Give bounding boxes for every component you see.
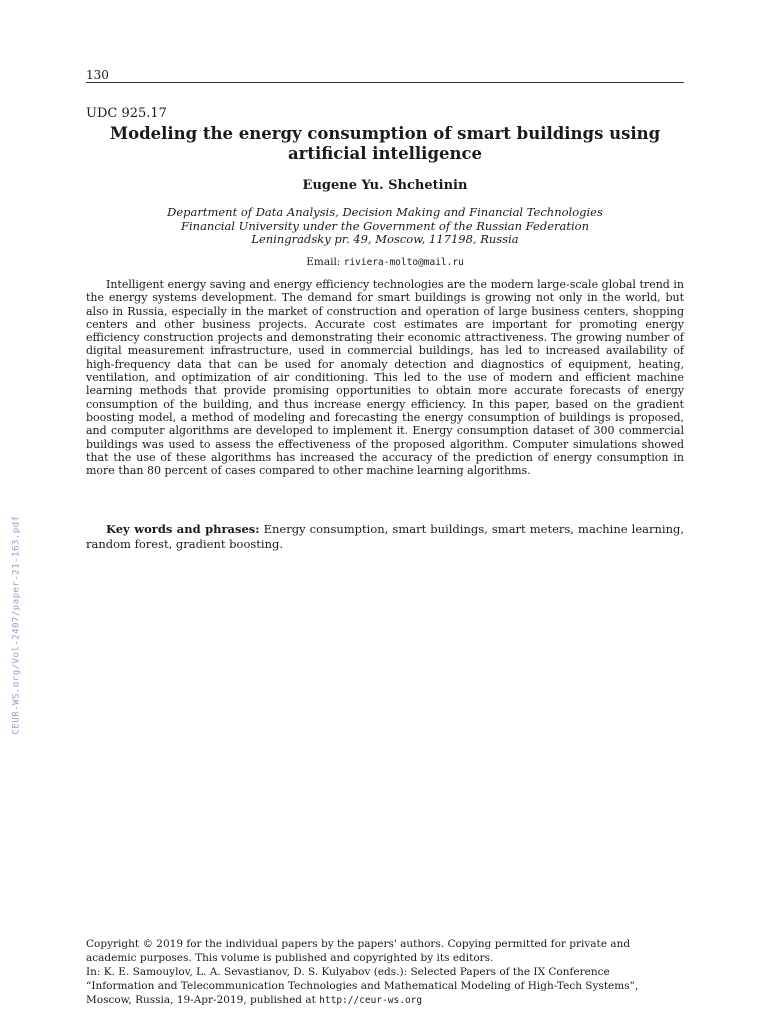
abstract: Intelligent energy saving and energy efficiency technologies are the modern large-scale global trend in the energy systems development. The demand for smart buildings is growing not only in the world, but also in Russia, especially in the market of construction and operation of large business centers, shopping centers and other business projects. Accurate cost estimates are important for promoting energy efficiency construction projects and demonstrating their economic attractiveness. The growing number of digital measurement infrastructure, used in commercial buildings, has led to increased availability of high-frequency data that can be used for anomaly detection and diagnostics of equipment, heating, ventilation, and optimization of air conditioning. This led to the use of modern and efficient machine learning methods that provide promising opportunities to obtain more accurate forecasts of energy consumption of the building, and thus increase energy efficiency. In this paper, based on the gradient boosting model, a method of modeling and forecasting the energy consumption of buildings is proposed, and computer algorithms are developed to implement it. Energy consumption dataset of 300 commercial buildings was used to assess the effectiveness of the proposed algorithm. Computer simulations showed that the use of these algorithms has increased the accuracy of the prediction of energy consumption in more than 80 percent of cases compared to other machine learning algorithms. (86, 278, 684, 478)
affiliation-line: Department of Data Analysis, Decision Making and Financial Technologies (167, 205, 603, 219)
footer-url-link[interactable]: http://ceur-ws.org (319, 995, 423, 1006)
email-label: Email: (306, 256, 341, 268)
paper-title: Modeling the energy consumption of smart buildings using artificial intelligence (109, 124, 661, 163)
footer-line (86, 937, 684, 951)
copyright-icon: © (142, 938, 153, 950)
udc-code: UDC 925.17 (86, 106, 167, 121)
affiliation-line: Leningradsky pr. 49, Moscow, 117198, Russia (251, 232, 519, 246)
email-line (86, 256, 684, 268)
keywords-label: Key words and phrases: (106, 522, 260, 536)
footer (86, 937, 684, 1008)
affiliation (86, 206, 684, 247)
footer-copyright-rest: 2019 for the individual papers by the papers' authors. Copying permitted for private and (156, 938, 631, 950)
footer-copyright-word: Copyright (86, 938, 140, 950)
page-number: 130 (86, 68, 109, 82)
author-name: Eugene Yu. Shchetinin (302, 178, 468, 193)
email-address[interactable]: riviera-molto@mail.ru (343, 257, 464, 268)
side-stamp-text: CEUR-WS.org/Vol-2407/paper-21-163.pdf (11, 515, 22, 735)
side-stamp (4, 500, 28, 750)
footer-line: academic purposes. This volume is published and copyrighted by its editors. (86, 952, 494, 964)
footer-line (86, 993, 684, 1008)
keywords (86, 522, 684, 552)
keywords-text: Energy consumption, smart buildings, smart meters, machine learning, random forest, gradient boosting. (86, 522, 684, 551)
header-rule (86, 82, 684, 83)
affiliation-line: Financial University under the Government of the Russian Federation (181, 218, 589, 233)
footer-line: “Information and Telecommunication Technologies and Mathematical Modeling of High-Tech Systems”, (86, 980, 639, 992)
footer-line: In: K. E. Samouylov, L. A. Sevastianov, D. S. Kulyabov (eds.): Selected Papers of the IX Conference (86, 966, 610, 978)
footer-published-text: Moscow, Russia, 19-Apr-2019, published at (86, 994, 316, 1006)
